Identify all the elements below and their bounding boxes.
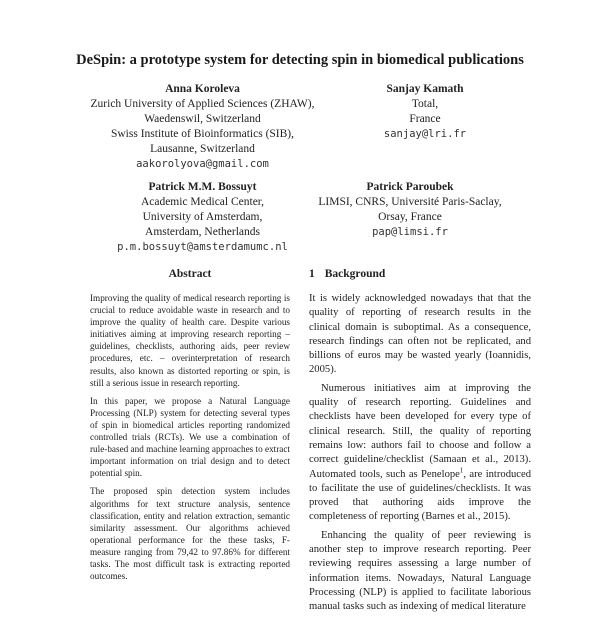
section-body <box>309 292 531 619</box>
author-name: Patrick M.M. Bossuyt <box>148 181 257 193</box>
author-name: Anna Koroleva <box>165 83 240 95</box>
author-block-bossuyt <box>80 180 325 255</box>
author-email: aakorolyova@gmail.com <box>136 158 269 170</box>
affiliation-line: Zurich University of Applied Sciences (ZHAW), <box>90 98 315 110</box>
affiliation-line: France <box>409 113 441 125</box>
author-name: Patrick Paroubek <box>366 181 454 193</box>
paper-title: DeSpin: a prototype system for detecting spin in biomedical publications <box>76 52 524 68</box>
affiliation-line: LIMSI, CNRS, Université Paris-Saclay, <box>318 196 502 208</box>
body-paragraph: Enhancing the quality of peer reviewing is another step to improve research reporting. Peer reviewing requires assessing a large number of information items. Nowadays, Natural Language Processing (NLP) is applied to facilitate laborious manual tasks such as indexing of medical literature <box>309 529 531 613</box>
body-paragraph <box>309 382 531 525</box>
author-block-paroubek <box>300 180 520 240</box>
body-paragraph: It is widely acknowledged nowadays that that the quality of reporting of research results in the clinical domain is suboptimal. As a consequence, research findings can often not be replicated, and billions of euros may be wasted yearly (Ioannidis, 2005). <box>309 293 531 376</box>
footnote-marker[interactable]: 1 <box>459 466 464 475</box>
abstract-heading: Abstract <box>168 268 212 280</box>
affiliation-line: University of Amsterdam, <box>142 211 263 223</box>
abstract-paragraph: The proposed spin detection system includes algorithms for text structure analysis, sentence classification, entity and relation extraction, semantic similarity assessment. Our algorithms achieved operational performance for the these tasks, F-measure ranging from 79,42 to 97.86% for different tasks. The most difficult task is extracting reported outcomes. <box>90 486 290 582</box>
author-email: pap@limsi.fr <box>372 226 448 238</box>
author-email: sanjay@lri.fr <box>383 128 467 140</box>
section-title: Background <box>324 268 386 280</box>
section-number: 1 <box>309 268 315 280</box>
affiliation-line: Waedenswil, Switzerland <box>144 113 261 125</box>
author-block-koroleva <box>70 82 335 172</box>
section-heading <box>309 268 529 280</box>
author-name: Sanjay Kamath <box>386 83 464 95</box>
affiliation-line: Academic Medical Center, <box>140 196 265 208</box>
abstract-paragraph: Improving the quality of medical research reporting is crucial to reduce avoidable waste in research and to improve the quality of health care. Despite various initiatives aiming at improving research reporting – guidelines, checklists, authoring aids, peer review procedures, etc. – overinterpretation of research results, also known as distorted reporting or spin, is still a serious issue in research reporting. <box>90 293 290 388</box>
author-email: p.m.bossuyt@amsterdamumc.nl <box>117 241 288 253</box>
body-text: , are introduced to facilitate the use of guidelines/checklists. It was proved that authoring aids improve the completeness of reporting (Barnes et al., 2015). <box>309 468 531 523</box>
author-block-kamath <box>330 82 520 142</box>
abstract-paragraph: In this paper, we propose a Natural Language Processing (NLP) system for detecting several types of spin in biomedical articles reporting randomized controlled trials (RCTs). We use a combination of rule-based and machine learning approaches to extract important information on trial design and to detect potential spin. <box>90 395 290 479</box>
affiliation-line: Swiss Institute of Bioinformatics (SIB), <box>110 128 295 140</box>
abstract-body <box>90 292 290 588</box>
affiliation-line: Orsay, France <box>378 211 442 223</box>
body-text: Numerous initiatives aim at improving the quality of research reporting. Guidelines and checklists have been developed for every type of clinical research. Still, the quality of reporting remains low: authors fail to choose and follow a correct guideline/checklist (Samaan et al., 2013). Automated tools, such as Penelope <box>309 382 531 480</box>
affiliation-line: Amsterdam, Netherlands <box>145 226 260 238</box>
affiliation-line: Lausanne, Switzerland <box>150 143 255 155</box>
affiliation-line: Total, <box>411 98 439 110</box>
